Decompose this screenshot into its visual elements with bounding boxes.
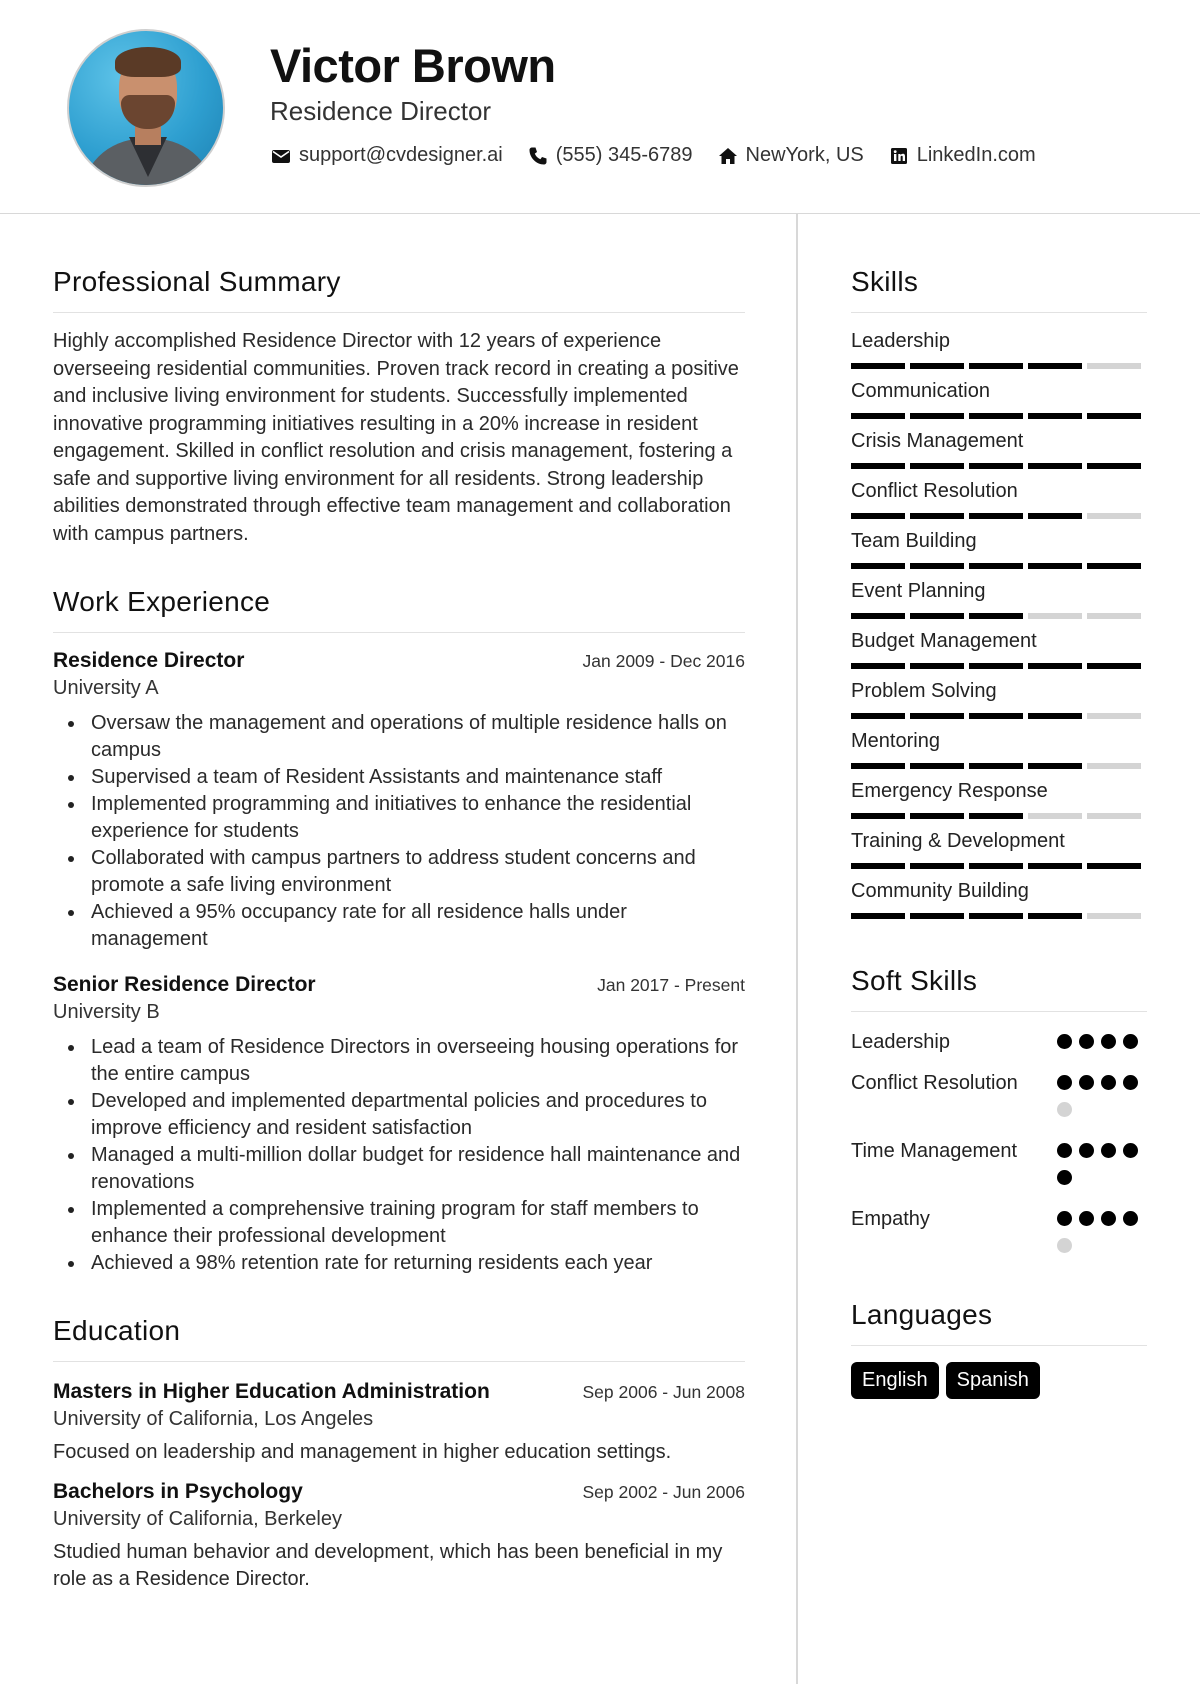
candidate-name: Victor Brown xyxy=(270,39,556,92)
job-bullet: Developed and implemented departmental policies and procedures to improve efficiency and resident satisfaction xyxy=(53,1088,745,1142)
skills-list xyxy=(851,327,1147,927)
skill-level-segment xyxy=(851,663,905,669)
skill-level-segment xyxy=(1028,913,1082,919)
job-title: Residence Director xyxy=(53,649,245,672)
skill-level-segment xyxy=(1028,713,1082,719)
skill-level-segment xyxy=(969,913,1023,919)
rating-dot xyxy=(1079,1034,1094,1049)
skill-level-segment xyxy=(851,363,905,369)
school-name: University of California, Los Angeles xyxy=(53,1408,374,1430)
skill-name: Mentoring xyxy=(851,730,940,752)
job-dates: Jan 2009 - Dec 2016 xyxy=(582,651,745,671)
education-entry xyxy=(53,1480,745,1593)
skill-level-segment xyxy=(910,613,964,619)
job-entry xyxy=(53,649,745,953)
job-title: Senior Residence Director xyxy=(53,973,316,996)
skill-name: Training & Development xyxy=(851,830,1065,852)
skill-level-segment xyxy=(1087,813,1141,819)
job-entry xyxy=(53,973,745,1277)
skill-level-segment xyxy=(1087,663,1141,669)
rating-dot xyxy=(1079,1075,1094,1090)
soft-skill-item xyxy=(851,1137,1147,1197)
skill-name: Team Building xyxy=(851,530,977,552)
skill-level-segment xyxy=(910,713,964,719)
skill-level-segment xyxy=(969,513,1023,519)
job-organization: University A xyxy=(53,677,159,699)
rating-dot xyxy=(1101,1211,1116,1226)
contact-phone[interactable] xyxy=(527,144,693,167)
contact-list xyxy=(270,144,1060,167)
soft-skill-rating xyxy=(1057,1137,1147,1197)
skill-level-bar xyxy=(851,563,1146,569)
skill-item xyxy=(851,627,1147,677)
skill-level-segment xyxy=(969,413,1023,419)
phone-icon xyxy=(527,145,549,167)
resume-header xyxy=(0,0,1200,214)
skill-level-segment xyxy=(910,863,964,869)
skill-level-bar xyxy=(851,813,1146,819)
rating-dot xyxy=(1123,1143,1138,1158)
envelope-icon xyxy=(270,145,292,167)
skill-name: Communication xyxy=(851,380,990,402)
degree-title: Bachelors in Psychology xyxy=(53,1480,303,1503)
contact-linkedin-text: LinkedIn.com xyxy=(916,144,1036,166)
soft-skill-rating xyxy=(1057,1205,1147,1265)
skill-level-segment xyxy=(1087,563,1141,569)
soft-skills-section xyxy=(851,965,1147,1265)
rating-dot xyxy=(1057,1075,1072,1090)
rating-dot xyxy=(1123,1075,1138,1090)
rating-dot xyxy=(1079,1211,1094,1226)
job-bullets xyxy=(53,710,745,953)
skill-level-segment xyxy=(910,513,964,519)
skill-level-segment xyxy=(851,863,905,869)
education-dates: Sep 2006 - Jun 2008 xyxy=(582,1382,745,1402)
skill-level-bar xyxy=(851,863,1146,869)
languages-section xyxy=(851,1299,1147,1399)
skill-level-segment xyxy=(910,913,964,919)
soft-skills-list xyxy=(851,1028,1147,1265)
soft-skill-rating xyxy=(1057,1069,1147,1129)
rating-dot xyxy=(1057,1211,1072,1226)
soft-skill-item xyxy=(851,1069,1147,1129)
skill-level-segment xyxy=(1087,713,1141,719)
skill-level-segment xyxy=(1028,413,1082,419)
experience-section xyxy=(53,586,745,1277)
rating-dot xyxy=(1057,1238,1072,1253)
education-entry xyxy=(53,1380,745,1466)
skill-level-segment xyxy=(1087,413,1141,419)
soft-skills-heading: Soft Skills xyxy=(851,965,1147,1012)
skill-level-segment xyxy=(969,363,1023,369)
skill-level-segment xyxy=(1087,913,1141,919)
skill-level-segment xyxy=(910,813,964,819)
skill-level-segment xyxy=(1028,463,1082,469)
skill-level-segment xyxy=(851,513,905,519)
job-bullet: Achieved a 95% occupancy rate for all residence halls under management xyxy=(53,899,745,953)
profile-photo xyxy=(67,29,225,187)
rating-dot xyxy=(1123,1211,1138,1226)
skill-level-segment xyxy=(1087,763,1141,769)
skill-level-segment xyxy=(1087,613,1141,619)
skill-level-segment xyxy=(910,463,964,469)
skill-level-segment xyxy=(851,613,905,619)
home-icon xyxy=(717,145,739,167)
skill-level-segment xyxy=(851,913,905,919)
languages-heading: Languages xyxy=(851,1299,1147,1346)
skills-heading: Skills xyxy=(851,266,1147,313)
soft-skill-name: Empathy xyxy=(851,1208,930,1230)
side-column xyxy=(851,266,1147,1399)
skill-level-bar xyxy=(851,763,1146,769)
skill-level-segment xyxy=(969,763,1023,769)
rating-dot xyxy=(1101,1034,1116,1049)
job-bullet: Implemented a comprehensive training program for staff members to enhance their professional development xyxy=(53,1196,745,1250)
job-bullets xyxy=(53,1034,745,1277)
skill-item xyxy=(851,777,1147,827)
skill-name: Crisis Management xyxy=(851,430,1024,452)
linkedin-icon xyxy=(888,145,910,167)
skill-level-segment xyxy=(1028,763,1082,769)
rating-dot xyxy=(1057,1102,1072,1117)
skill-level-bar xyxy=(851,413,1146,419)
summary-text: Highly accomplished Residence Director with 12 years of experience overseeing residential communities. Proven track record in creating a positive and inclusive living environment for students. Successfully implemented innovative programming initiatives resulting in a 20% increase in resident engagement. Skilled in conflict resolution and crisis management, fostering a safe and supportive living environment for all residents. Strong leadership abilities demonstrated through effective team management and collaboration with campus partners. xyxy=(53,330,739,545)
rating-dot xyxy=(1057,1170,1072,1185)
skill-level-segment xyxy=(1028,513,1082,519)
main-column xyxy=(53,266,745,1593)
experience-heading: Work Experience xyxy=(53,586,745,633)
language-badge: Spanish xyxy=(946,1362,1040,1399)
skill-level-bar xyxy=(851,463,1146,469)
skill-item xyxy=(851,677,1147,727)
summary-heading: Professional Summary xyxy=(53,266,745,313)
contact-linkedin[interactable] xyxy=(888,144,1036,167)
skill-name: Budget Management xyxy=(851,630,1037,652)
soft-skill-rating xyxy=(1057,1028,1147,1061)
contact-email[interactable] xyxy=(270,144,503,167)
skill-level-bar xyxy=(851,713,1146,719)
school-name: University of California, Berkeley xyxy=(53,1508,342,1530)
degree-title: Masters in Higher Education Administration xyxy=(53,1380,490,1403)
skill-name: Leadership xyxy=(851,330,950,352)
skill-level-segment xyxy=(1028,863,1082,869)
skill-level-segment xyxy=(969,713,1023,719)
soft-skill-item xyxy=(851,1205,1147,1265)
skill-item xyxy=(851,327,1147,377)
summary-section xyxy=(53,266,745,548)
skill-level-segment xyxy=(910,763,964,769)
skill-level-segment xyxy=(851,463,905,469)
skill-level-segment xyxy=(1087,513,1141,519)
job-bullet: Lead a team of Residence Directors in overseeing housing operations for the entire campus xyxy=(53,1034,745,1088)
job-bullet: Oversaw the management and operations of multiple residence halls on campus xyxy=(53,710,745,764)
skill-level-segment xyxy=(910,413,964,419)
education-dates: Sep 2002 - Jun 2006 xyxy=(582,1482,745,1502)
skill-level-segment xyxy=(969,463,1023,469)
language-badge: English xyxy=(851,1362,939,1399)
skill-item xyxy=(851,427,1147,477)
job-bullet: Collaborated with campus partners to address student concerns and promote a safe living environment xyxy=(53,845,745,899)
job-dates: Jan 2017 - Present xyxy=(597,975,745,995)
skill-level-segment xyxy=(969,663,1023,669)
skill-level-segment xyxy=(1028,663,1082,669)
contact-phone-text: (555) 345-6789 xyxy=(555,144,693,166)
skill-name: Emergency Response xyxy=(851,780,1048,802)
education-description: Studied human behavior and development, which has been beneficial in my role as a Residence Director. xyxy=(53,1541,723,1590)
skills-section xyxy=(851,266,1147,927)
skill-level-segment xyxy=(851,563,905,569)
skill-level-segment xyxy=(969,863,1023,869)
contact-email-text: support@cvdesigner.ai xyxy=(299,144,503,166)
skill-level-segment xyxy=(1028,363,1082,369)
skill-level-bar xyxy=(851,913,1146,919)
job-bullet: Implemented programming and initiatives to enhance the residential experience for students xyxy=(53,791,745,845)
language-list xyxy=(851,1362,1147,1399)
contact-location-text: NewYork, US xyxy=(745,144,864,166)
skill-level-segment xyxy=(1087,363,1141,369)
skill-level-bar xyxy=(851,613,1146,619)
candidate-role: Residence Director xyxy=(270,96,492,126)
education-section xyxy=(53,1315,745,1593)
skill-item xyxy=(851,577,1147,627)
skill-level-segment xyxy=(851,413,905,419)
skill-level-segment xyxy=(969,813,1023,819)
skill-level-segment xyxy=(910,563,964,569)
skill-level-segment xyxy=(969,613,1023,619)
skill-level-segment xyxy=(910,663,964,669)
rating-dot xyxy=(1101,1075,1116,1090)
column-divider xyxy=(796,214,798,1684)
skill-level-segment xyxy=(851,813,905,819)
skill-level-segment xyxy=(851,713,905,719)
soft-skill-item xyxy=(851,1028,1147,1061)
skill-name: Problem Solving xyxy=(851,680,997,702)
skill-item xyxy=(851,727,1147,777)
skill-level-bar xyxy=(851,663,1146,669)
rating-dot xyxy=(1123,1034,1138,1049)
skill-name: Event Planning xyxy=(851,580,986,602)
skill-name: Conflict Resolution xyxy=(851,480,1018,502)
skill-level-segment xyxy=(1087,463,1141,469)
education-description: Focused on leadership and management in higher education settings. xyxy=(53,1441,672,1463)
skill-item xyxy=(851,827,1147,877)
rating-dot xyxy=(1057,1034,1072,1049)
skill-level-segment xyxy=(1028,563,1082,569)
soft-skill-name: Conflict Resolution xyxy=(851,1072,1018,1094)
skill-level-segment xyxy=(851,763,905,769)
contact-location xyxy=(717,144,864,167)
rating-dot xyxy=(1079,1143,1094,1158)
skill-level-segment xyxy=(1028,813,1082,819)
skill-name: Community Building xyxy=(851,880,1029,902)
skill-item xyxy=(851,527,1147,577)
rating-dot xyxy=(1057,1143,1072,1158)
skill-level-segment xyxy=(910,363,964,369)
soft-skill-name: Leadership xyxy=(851,1031,950,1053)
skill-item xyxy=(851,877,1147,927)
skill-level-segment xyxy=(969,563,1023,569)
skill-item xyxy=(851,377,1147,427)
job-organization: University B xyxy=(53,1001,160,1023)
education-heading: Education xyxy=(53,1315,745,1362)
job-bullet: Achieved a 98% retention rate for returning residents each year xyxy=(53,1250,745,1277)
job-bullet: Managed a multi-million dollar budget for residence hall maintenance and renovations xyxy=(53,1142,745,1196)
skill-level-bar xyxy=(851,363,1146,369)
soft-skill-name: Time Management xyxy=(851,1140,1017,1162)
skill-level-segment xyxy=(1028,613,1082,619)
skill-level-segment xyxy=(1087,863,1141,869)
skill-level-bar xyxy=(851,513,1146,519)
job-bullet: Supervised a team of Resident Assistants and maintenance staff xyxy=(53,764,745,791)
rating-dot xyxy=(1101,1143,1116,1158)
skill-item xyxy=(851,477,1147,527)
